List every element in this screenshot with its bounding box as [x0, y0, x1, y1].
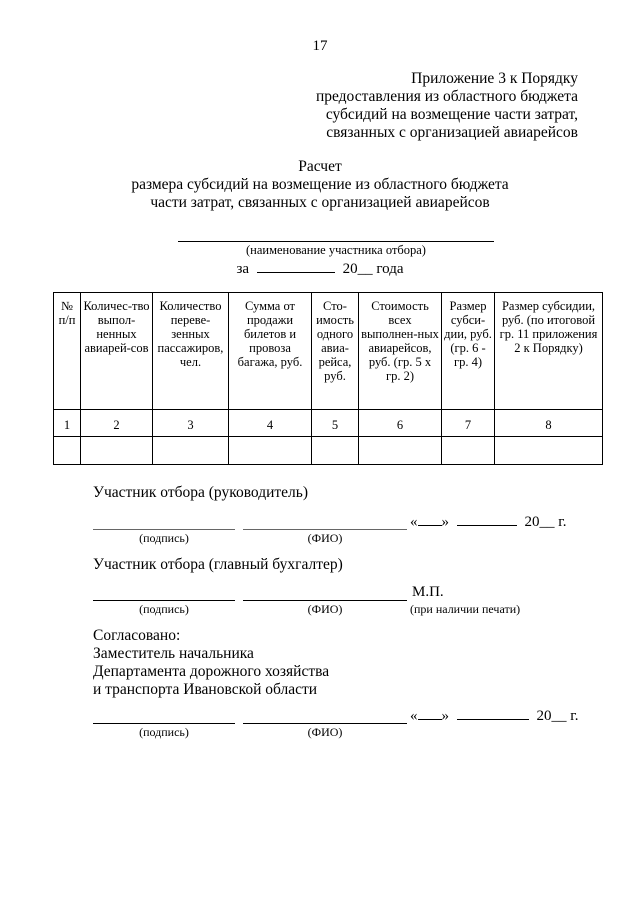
table-number-cell: 2: [81, 410, 153, 437]
table-empty-cell: [442, 437, 495, 465]
head-signature-title: Участник отбора (руководитель): [93, 484, 309, 501]
date-year: 20__ г.: [524, 514, 567, 530]
table-number-cell: 5: [312, 410, 359, 437]
table-header-cell: № п/п: [54, 293, 81, 410]
appendix-line: субсидий на возмещение части затрат,: [325, 106, 578, 123]
date-close-quote: »: [441, 708, 449, 724]
table-header-cell: Сто-имость одного авиа-рейса, руб.: [312, 293, 359, 410]
approval-line: и транспорта Ивановской области: [93, 681, 318, 698]
head-signature-line: [93, 529, 235, 530]
date-open-quote: «: [410, 708, 418, 724]
appendix-line: Приложение 3 к Порядку: [411, 70, 578, 87]
date-close-quote: »: [441, 514, 449, 530]
table-header-cell: Размер субсидии, руб. (по итоговой гр. 11 приложения 2 к Порядку): [495, 293, 603, 410]
calculation-heading: [0, 158, 640, 212]
date-month-blank: [457, 707, 529, 720]
table-header-cell: Размер субси-дии, руб. (гр. 6 - гр. 4): [442, 293, 495, 410]
period-line: [0, 259, 640, 278]
table-number-cell: 1: [54, 410, 81, 437]
fio-caption: (ФИО): [307, 725, 343, 739]
table-header-cell: Количес-тво выпол-ненных авиарей-сов: [81, 293, 153, 410]
calculation-subtitle-line: размера субсидий на возмещение из областного бюджета: [131, 176, 509, 193]
period-blank: [257, 259, 335, 273]
table-empty-cell: [359, 437, 442, 465]
table-empty-row: [54, 437, 603, 465]
signature-caption: (подпись): [139, 725, 189, 739]
table-number-cell: 7: [442, 410, 495, 437]
approval-date: [410, 707, 578, 725]
approval-line: Согласовано:: [93, 627, 181, 644]
table-empty-cell: [81, 437, 153, 465]
period-prefix: за: [236, 261, 250, 277]
table-number-cell: 3: [153, 410, 229, 437]
approval-line: Департамента дорожного хозяйства: [93, 663, 330, 680]
approval-fio-line: [243, 723, 407, 724]
date-year: 20__ г.: [536, 708, 579, 724]
calculation-title: Расчет: [298, 158, 342, 175]
stamp-caption: (при наличии печати): [410, 602, 521, 616]
page-number: 17: [312, 38, 328, 54]
table-number-cell: 4: [229, 410, 312, 437]
table-number-row: [54, 410, 603, 437]
table-number-cell: 8: [495, 410, 603, 437]
signature-caption: (подпись): [139, 531, 189, 545]
stamp-label: М.П.: [412, 584, 444, 600]
date-month-blank: [457, 513, 517, 526]
fio-caption: (ФИО): [307, 602, 343, 616]
calculation-table: [53, 292, 603, 465]
signature-caption: (подпись): [139, 602, 189, 616]
participant-name-line: [178, 241, 494, 242]
date-day-blank: [418, 513, 442, 526]
table-empty-cell: [54, 437, 81, 465]
accountant-signature-title: Участник отбора (главный бухгалтер): [93, 556, 343, 573]
date-open-quote: «: [410, 514, 418, 530]
table-empty-cell: [495, 437, 603, 465]
appendix-line: предоставления из областного бюджета: [315, 88, 578, 105]
participant-caption: (наименование участника отбора): [246, 243, 426, 257]
table-empty-cell: [312, 437, 359, 465]
appendix-line: связанных с организацией авиарейсов: [326, 124, 578, 141]
table-header-cell: Стоимость всех выполнен-ных авиарейсов, руб. (гр. 5 х гр. 2): [359, 293, 442, 410]
table-header-cell: Количество переве-зенных пассажиров, чел.: [153, 293, 229, 410]
table-header-cell: Сумма от продажи билетов и провоза багажа, руб.: [229, 293, 312, 410]
approval-signature-line: [93, 723, 235, 724]
period-year: 20__ года: [342, 261, 404, 277]
head-date: [410, 513, 566, 531]
head-fio-line: [243, 529, 407, 530]
approval-block: [93, 627, 329, 699]
accountant-fio-line: [243, 600, 407, 601]
table-number-cell: 6: [359, 410, 442, 437]
fio-caption: (ФИО): [307, 531, 343, 545]
appendix-note: [316, 70, 578, 142]
date-day-blank: [418, 707, 442, 720]
accountant-signature-line: [93, 600, 235, 601]
table-header-row: [54, 293, 603, 410]
calculation-subtitle-line: части затрат, связанных с организацией авиарейсов: [150, 194, 490, 211]
approval-line: Заместитель начальника: [93, 645, 254, 662]
table-empty-cell: [153, 437, 229, 465]
table-empty-cell: [229, 437, 312, 465]
